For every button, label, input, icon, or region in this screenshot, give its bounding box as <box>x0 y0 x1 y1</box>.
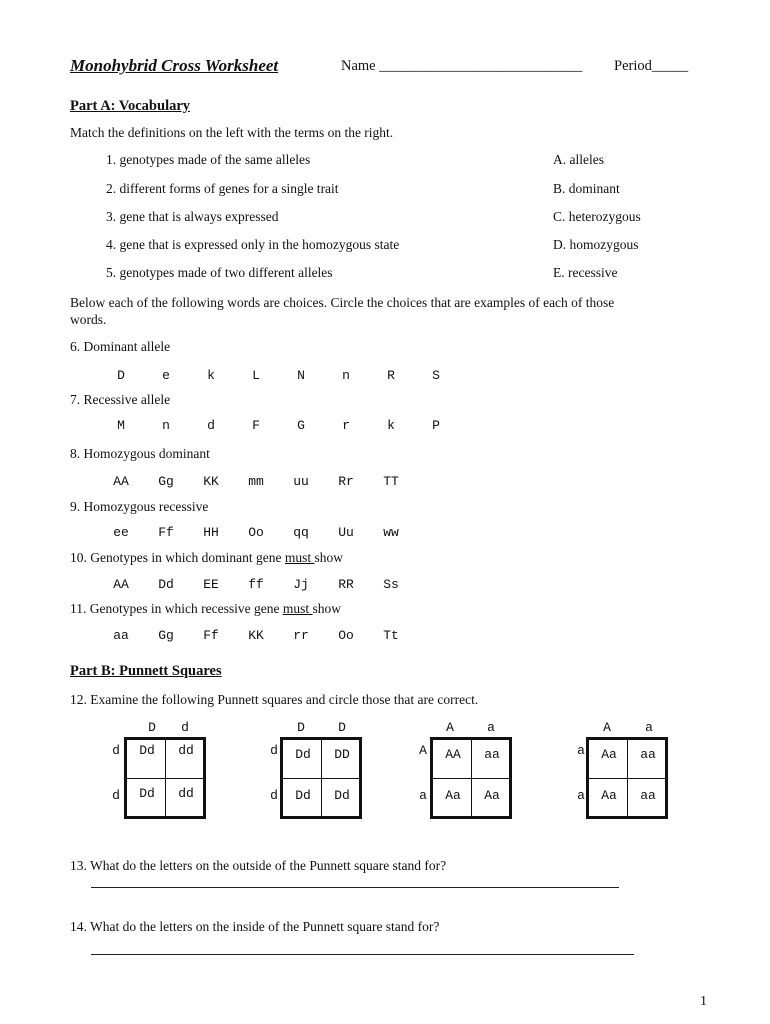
choice[interactable]: M <box>117 418 125 433</box>
choice[interactable]: Gg <box>158 628 174 643</box>
top-allele: a <box>645 720 653 735</box>
definition-5: 5. genotypes made of two different alleles <box>106 265 333 280</box>
definition-1: 1. genotypes made of the same alleles <box>106 152 311 167</box>
term-a: A. alleles <box>553 152 604 167</box>
definition-4: 4. gene that is expressed only in the homozygous state <box>106 237 400 252</box>
side-allele: A <box>419 743 427 758</box>
question-6-label: 6. Dominant allele <box>70 339 171 354</box>
choice-instructions: Below each of the following words are choices. Circle the choices that are examples of each of those <box>70 295 615 310</box>
question-11-choices <box>98 628 466 646</box>
choice[interactable]: KK <box>248 628 264 643</box>
side-allele: d <box>270 743 278 758</box>
punnett-grid <box>124 737 206 819</box>
choice[interactable]: Ff <box>158 525 174 540</box>
term-b: B. dominant <box>553 181 620 196</box>
term-c: C. heterozygous <box>553 209 641 224</box>
choice[interactable]: Gg <box>158 474 174 489</box>
definition-2: 2. different forms of genes for a single trait <box>106 181 339 196</box>
question-6-choices <box>98 368 466 386</box>
choice[interactable]: AA <box>113 577 129 592</box>
choice[interactable]: EE <box>203 577 219 592</box>
side-allele: a <box>419 788 427 803</box>
punnett-grid <box>586 737 668 819</box>
page-number: 1 <box>700 994 707 1009</box>
grid-cell: aa <box>640 747 656 762</box>
choice-instructions-cont: words. <box>70 312 107 327</box>
side-allele: a <box>577 788 585 803</box>
choice[interactable]: n <box>162 418 170 433</box>
part-b-heading: Part B: Punnett Squares <box>70 663 222 679</box>
choice[interactable]: rr <box>293 628 309 643</box>
top-allele: A <box>603 720 611 735</box>
grid-cell: Dd <box>139 786 155 801</box>
grid-cell: Aa <box>445 788 461 803</box>
top-allele: D <box>338 720 346 735</box>
part-a-instructions: Match the definitions on the left with the terms on the right. <box>70 125 394 140</box>
choice[interactable]: F <box>252 418 260 433</box>
choice[interactable]: n <box>342 368 350 383</box>
choice[interactable]: AA <box>113 474 129 489</box>
grid-cell: Dd <box>295 747 311 762</box>
question-10-text: 10. Genotypes in which dominant gene <box>70 550 285 565</box>
period-field[interactable]: Period_____ <box>614 58 689 74</box>
question-9-choices <box>98 525 466 543</box>
question-11-text-end: show <box>312 601 341 616</box>
question-8-label: 8. Homozygous dominant <box>70 446 210 461</box>
grid-cell: aa <box>640 788 656 803</box>
choice[interactable]: G <box>297 418 305 433</box>
side-allele: d <box>270 788 278 803</box>
choice[interactable]: qq <box>293 525 309 540</box>
definition-3: 3. gene that is always expressed <box>106 209 279 224</box>
choice[interactable]: TT <box>383 474 399 489</box>
top-allele: D <box>148 720 156 735</box>
choice[interactable]: k <box>387 418 395 433</box>
choice[interactable]: e <box>162 368 170 383</box>
question-11-label <box>70 601 341 617</box>
choice[interactable]: r <box>342 418 350 433</box>
choice[interactable]: uu <box>293 474 309 489</box>
answer-line-13[interactable] <box>91 887 619 888</box>
answer-line-14[interactable] <box>91 954 634 955</box>
choice[interactable]: Jj <box>293 577 309 592</box>
choice[interactable]: RR <box>338 577 354 592</box>
choice[interactable]: L <box>252 368 260 383</box>
emphasis-must: must <box>282 601 313 616</box>
choice[interactable]: ee <box>113 525 129 540</box>
punnett-square-3[interactable] <box>406 720 526 822</box>
question-7-label: 7. Recessive allele <box>70 392 171 407</box>
punnett-grid <box>430 737 512 819</box>
punnett-grid <box>280 737 362 819</box>
choice[interactable]: KK <box>203 474 219 489</box>
grid-cell: Aa <box>601 747 617 762</box>
grid-cell: Dd <box>334 788 350 803</box>
top-allele: A <box>446 720 454 735</box>
choice[interactable]: P <box>432 418 440 433</box>
side-allele: d <box>112 788 120 803</box>
choice[interactable]: ff <box>248 577 264 592</box>
grid-cell: dd <box>178 743 194 758</box>
choice[interactable]: HH <box>203 525 219 540</box>
side-allele: a <box>577 743 585 758</box>
choice[interactable]: ww <box>383 525 399 540</box>
part-a-heading: Part A: Vocabulary <box>70 98 191 114</box>
grid-cell: dd <box>178 786 194 801</box>
choice[interactable]: Ff <box>203 628 219 643</box>
choice[interactable]: k <box>207 368 215 383</box>
question-7-choices <box>98 418 466 436</box>
question-10-choices <box>98 577 466 595</box>
question-12-label: 12. Examine the following Punnett squares and circle those that are correct. <box>70 692 479 707</box>
question-14-label: 14. What do the letters on the inside of the Punnett square stand for? <box>70 919 440 934</box>
top-allele: d <box>181 720 189 735</box>
term-d: D. homozygous <box>553 237 639 252</box>
choice[interactable]: Oo <box>248 525 264 540</box>
top-allele: D <box>297 720 305 735</box>
top-allele: a <box>487 720 495 735</box>
choice[interactable]: aa <box>113 628 129 643</box>
emphasis-must: must <box>284 550 315 565</box>
grid-cell: Dd <box>295 788 311 803</box>
choice[interactable]: Oo <box>338 628 354 643</box>
question-13-label: 13. What do the letters on the outside of the Punnett square stand for? <box>70 858 447 873</box>
question-8-choices <box>98 474 466 492</box>
worksheet-title: Monohybrid Cross Worksheet <box>70 56 279 75</box>
punnett-square-2[interactable] <box>256 720 376 822</box>
punnett-square-4[interactable] <box>562 720 682 822</box>
choice[interactable]: N <box>297 368 305 383</box>
choice[interactable]: Dd <box>158 577 174 592</box>
side-allele: d <box>112 743 120 758</box>
name-field[interactable]: Name ____________________________ <box>341 58 583 74</box>
grid-cell: Dd <box>139 743 155 758</box>
choice[interactable]: Ss <box>383 577 399 592</box>
punnett-square-1[interactable] <box>100 720 220 822</box>
choice[interactable]: R <box>387 368 395 383</box>
grid-cell: AA <box>445 747 461 762</box>
grid-cell: Aa <box>484 788 500 803</box>
question-10-text-end: show <box>314 550 343 565</box>
question-10-label <box>70 550 343 566</box>
choice[interactable]: S <box>432 368 440 383</box>
question-11-text: 11. Genotypes in which recessive gene <box>70 601 283 616</box>
choice[interactable]: d <box>207 418 215 433</box>
choice[interactable]: Uu <box>338 525 354 540</box>
choice[interactable]: Tt <box>383 628 399 643</box>
question-9-label: 9. Homozygous recessive <box>70 499 209 514</box>
choice[interactable]: D <box>117 368 125 383</box>
grid-cell: aa <box>484 747 500 762</box>
choice[interactable]: Rr <box>338 474 354 489</box>
term-e: E. recessive <box>553 265 618 280</box>
grid-cell: Aa <box>601 788 617 803</box>
choice[interactable]: mm <box>248 474 264 489</box>
grid-cell: DD <box>334 747 350 762</box>
